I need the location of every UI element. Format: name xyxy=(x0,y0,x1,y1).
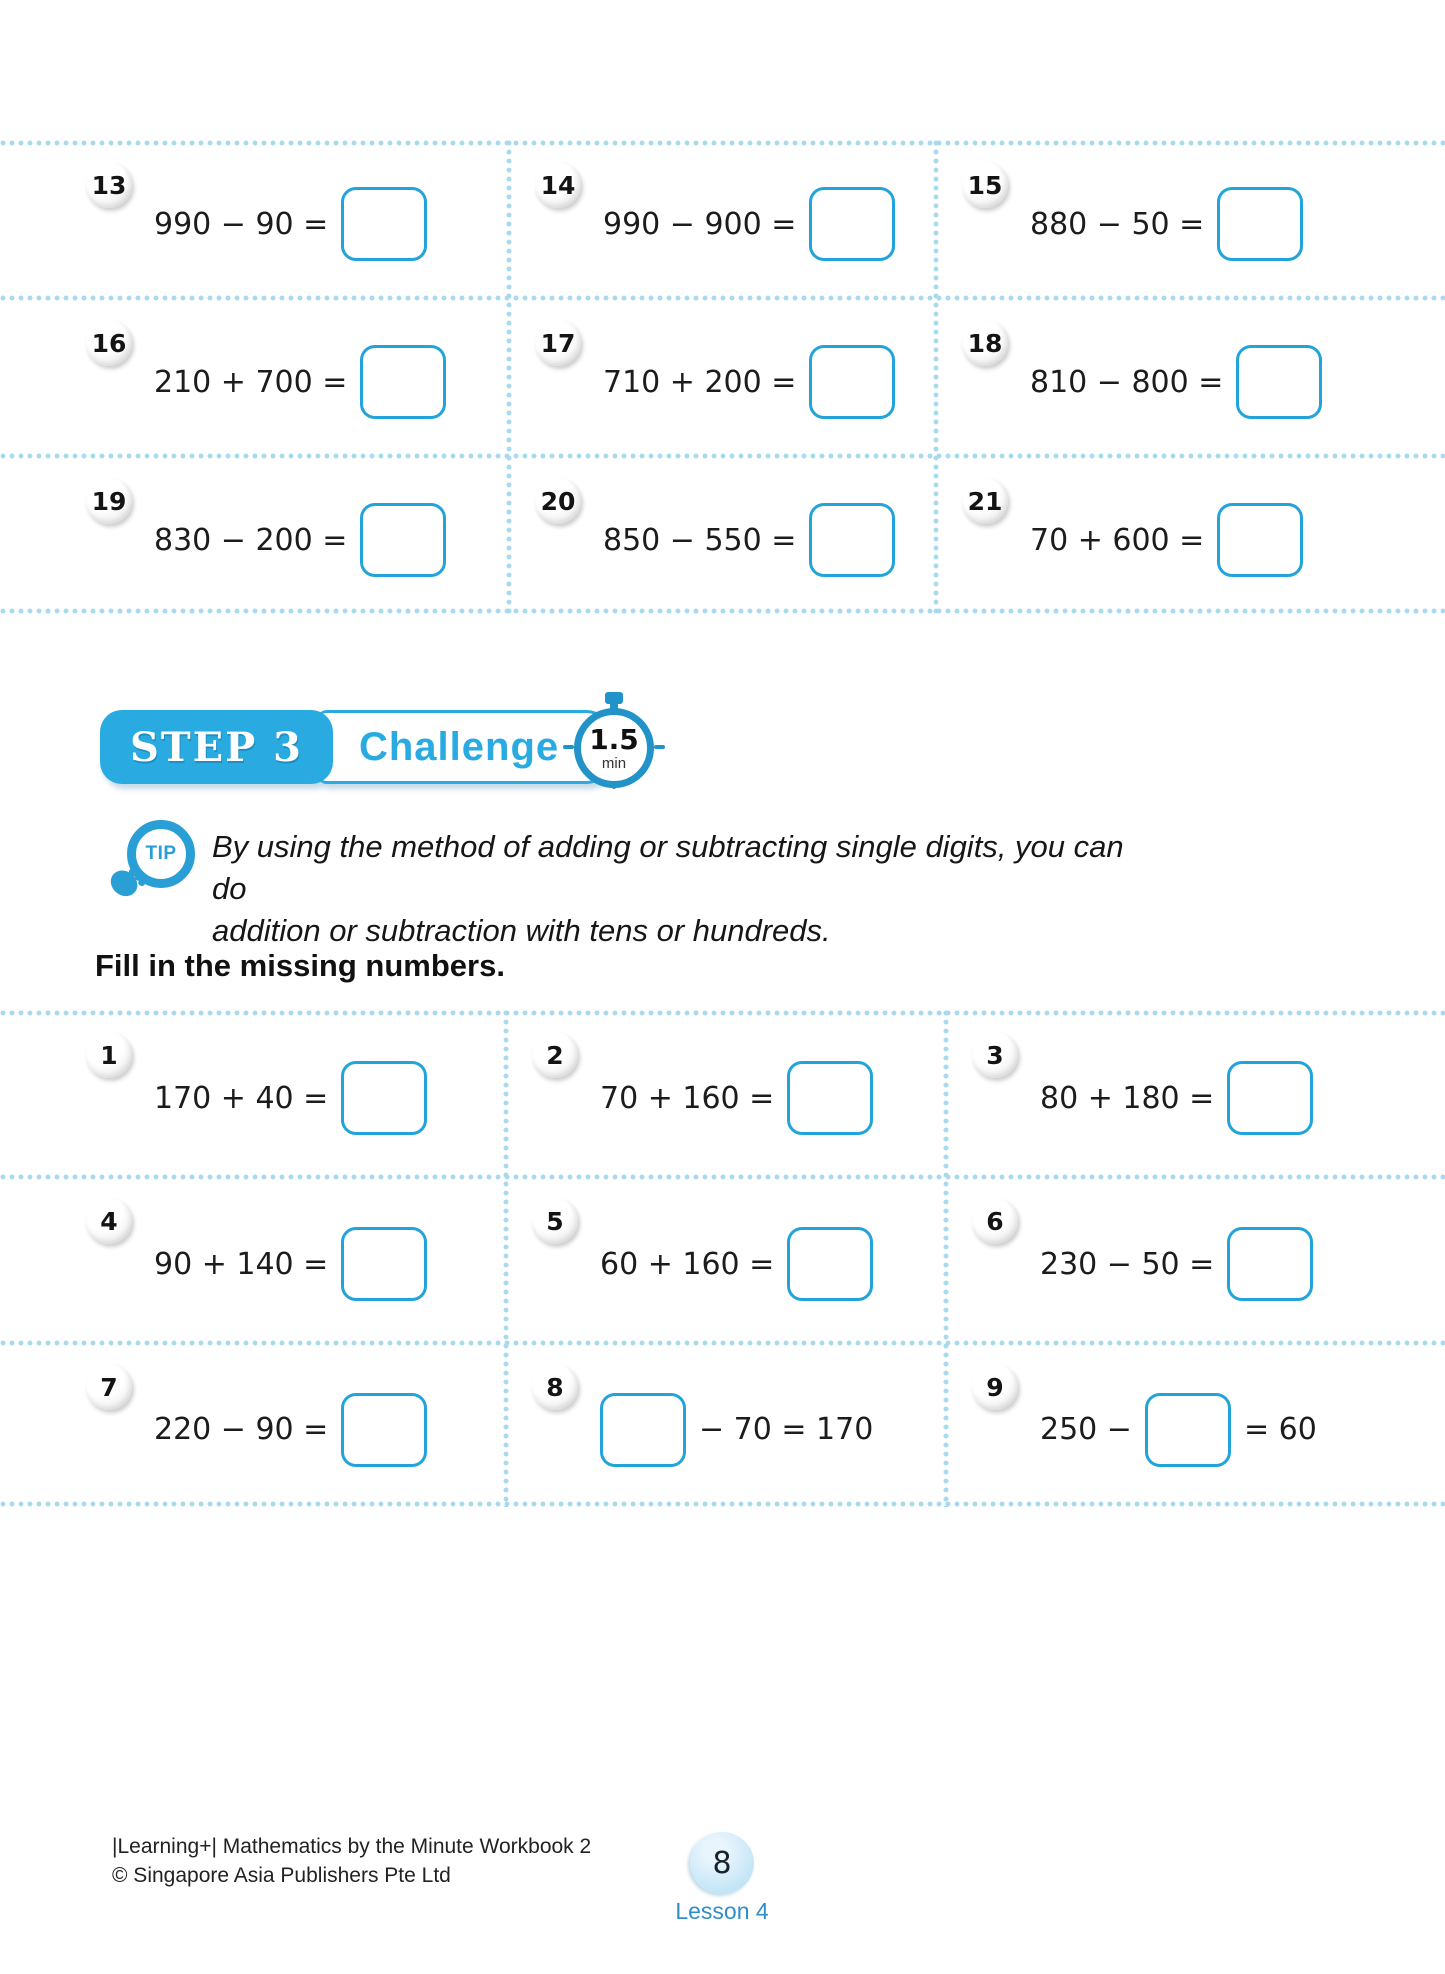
problem-cell-6 xyxy=(946,1176,1445,1342)
problem-number-badge xyxy=(972,1198,1018,1244)
problem-number-badge xyxy=(962,478,1008,524)
equation-pre-text: 170 + 40 = xyxy=(154,1080,329,1116)
problem-number: 19 xyxy=(91,486,127,516)
problem-cell-14 xyxy=(509,140,936,298)
equation xyxy=(1030,345,1322,419)
problem-number: 15 xyxy=(967,170,1003,200)
timer-stopwatch-icon xyxy=(566,692,662,804)
answer-box[interactable] xyxy=(1145,1393,1231,1467)
equation xyxy=(1040,1061,1313,1135)
tip-icon xyxy=(98,812,213,917)
problem-number-badge xyxy=(972,1032,1018,1078)
tip-badge xyxy=(127,820,195,888)
problem-cell-15 xyxy=(936,140,1445,298)
problem-number-badge xyxy=(972,1364,1018,1410)
equation-post-text: = 60 xyxy=(1243,1412,1317,1447)
equation-pre-text: 90 + 140 = xyxy=(154,1246,329,1282)
problem-number-badge xyxy=(535,320,581,366)
dotted-divider-v xyxy=(503,1010,509,1507)
problem-cell-3 xyxy=(946,1010,1445,1176)
equation xyxy=(154,187,427,261)
equation-pre-text: 70 + 600 = xyxy=(1030,522,1205,558)
problem-number: 7 xyxy=(100,1372,118,1402)
equation xyxy=(154,1227,427,1301)
answer-box[interactable] xyxy=(809,187,895,261)
problem-number-badge xyxy=(86,162,132,208)
problem-grid-top xyxy=(0,140,1445,614)
equation-pre-text: 880 − 50 = xyxy=(1030,206,1205,242)
equation xyxy=(1030,503,1303,577)
dotted-divider-h xyxy=(0,608,1445,614)
equation xyxy=(154,345,446,419)
equation xyxy=(600,1061,873,1135)
problem-cell-2 xyxy=(506,1010,946,1176)
equation-pre-text: 60 + 160 = xyxy=(600,1246,775,1282)
answer-box[interactable] xyxy=(1217,187,1303,261)
equation-pre-text: 830 − 200 = xyxy=(154,522,348,558)
footer-book-info xyxy=(112,1832,591,1891)
tip-text-line2: addition or subtraction with tens or hundreds. xyxy=(212,912,831,948)
dotted-divider-h xyxy=(0,453,1445,459)
problem-number: 2 xyxy=(546,1040,564,1070)
problem-cell-19 xyxy=(0,456,509,614)
timer-value: 1.5 xyxy=(589,722,639,756)
timer-unit: min xyxy=(601,754,627,772)
equation xyxy=(603,187,895,261)
problem-number-badge xyxy=(532,1032,578,1078)
problem-cell-5 xyxy=(506,1176,946,1342)
problem-number: 6 xyxy=(986,1206,1004,1236)
problem-number: 18 xyxy=(967,328,1003,358)
problem-number-badge xyxy=(535,478,581,524)
equation xyxy=(1040,1227,1313,1301)
equation-pre-text: 990 − 900 = xyxy=(603,206,797,242)
answer-box[interactable] xyxy=(787,1227,873,1301)
tip-text-line1: By using the method of adding or subtracting single digits, you can do xyxy=(212,829,1124,906)
answer-box[interactable] xyxy=(809,345,895,419)
equation xyxy=(1040,1393,1317,1467)
answer-box[interactable] xyxy=(341,1393,427,1467)
problem-number-badge xyxy=(532,1198,578,1244)
equation xyxy=(1030,187,1303,261)
equation xyxy=(154,503,446,577)
problem-cell-4 xyxy=(0,1176,506,1342)
problem-cell-8 xyxy=(506,1342,946,1507)
problem-grid-bottom xyxy=(0,1010,1445,1507)
stopwatch-tick xyxy=(563,745,574,749)
equation xyxy=(600,1393,873,1467)
answer-box[interactable] xyxy=(360,503,446,577)
step-label: STEP 3 xyxy=(130,723,303,771)
challenge-title: Challenge xyxy=(358,724,560,769)
equation xyxy=(600,1227,873,1301)
problem-number: 3 xyxy=(986,1040,1004,1070)
equation-pre-text: 710 + 200 = xyxy=(603,364,797,400)
problem-number-badge xyxy=(532,1364,578,1410)
problem-number-badge xyxy=(962,162,1008,208)
problem-number: 5 xyxy=(546,1206,564,1236)
problem-cell-20 xyxy=(509,456,936,614)
dotted-divider-h xyxy=(0,1010,1445,1016)
equation-post-text: − 70 = 170 xyxy=(699,1412,874,1447)
answer-box[interactable] xyxy=(341,1061,427,1135)
problem-cells xyxy=(0,1010,1445,1507)
tip-label: TIP xyxy=(145,843,177,864)
answer-box[interactable] xyxy=(341,187,427,261)
dotted-divider-h xyxy=(0,1501,1445,1507)
equation-pre-text: 230 − 50 = xyxy=(1040,1246,1215,1282)
problem-cell-17 xyxy=(509,298,936,456)
problem-cells xyxy=(0,140,1445,614)
problem-number-badge xyxy=(86,1198,132,1244)
instruction-heading: Fill in the missing numbers. xyxy=(95,948,505,983)
problem-number: 14 xyxy=(540,170,576,200)
dotted-divider-v xyxy=(506,140,512,614)
answer-box[interactable] xyxy=(341,1227,427,1301)
step-banner xyxy=(100,710,614,784)
equation-pre-text: 210 + 700 = xyxy=(154,364,348,400)
dotted-divider-h xyxy=(0,140,1445,146)
problem-number: 4 xyxy=(100,1206,118,1236)
answer-box[interactable] xyxy=(360,345,446,419)
answer-box[interactable] xyxy=(600,1393,686,1467)
problem-number: 8 xyxy=(546,1372,564,1402)
problem-cell-1 xyxy=(0,1010,506,1176)
dotted-divider-h xyxy=(0,1340,1445,1346)
problem-cell-13 xyxy=(0,140,509,298)
problem-number-badge xyxy=(86,478,132,524)
page-number: 8 xyxy=(712,1845,732,1881)
footer-book-title: |Learning+| Mathematics by the Minute Workbook 2 xyxy=(112,1835,592,1858)
problem-number: 17 xyxy=(540,328,576,358)
problem-number-badge xyxy=(86,320,132,366)
tip-text xyxy=(212,826,1132,952)
problem-number: 21 xyxy=(967,486,1003,516)
equation-pre-text: 220 − 90 = xyxy=(154,1412,329,1447)
problem-cell-18 xyxy=(936,298,1445,456)
dotted-divider-h xyxy=(0,295,1445,301)
problem-number: 16 xyxy=(91,328,127,358)
equation-pre-text: 70 + 160 = xyxy=(600,1080,775,1116)
answer-box[interactable] xyxy=(1227,1061,1313,1135)
problem-cell-16 xyxy=(0,298,509,456)
problem-number-badge xyxy=(86,1032,132,1078)
page-number-badge xyxy=(690,1832,754,1894)
equation xyxy=(603,345,895,419)
equation-pre-text: 810 − 800 = xyxy=(1030,364,1224,400)
problem-number-badge xyxy=(535,162,581,208)
dotted-divider-h xyxy=(0,1174,1445,1180)
answer-box[interactable] xyxy=(1227,1227,1313,1301)
problem-number-badge xyxy=(962,320,1008,366)
lesson-label: Lesson 4 xyxy=(675,1898,769,1924)
equation-pre-text: 850 − 550 = xyxy=(603,522,797,558)
equation xyxy=(154,1061,427,1135)
equation-pre-text: 990 − 90 = xyxy=(154,206,329,242)
equation xyxy=(154,1393,427,1467)
answer-box[interactable] xyxy=(809,503,895,577)
problem-number-badge xyxy=(86,1364,132,1410)
answer-box[interactable] xyxy=(1236,345,1322,419)
equation xyxy=(603,503,895,577)
dotted-divider-v xyxy=(943,1010,949,1507)
dotted-divider-v xyxy=(933,140,939,614)
stopwatch-face xyxy=(574,708,654,788)
problem-cell-21 xyxy=(936,456,1445,614)
step-label-pill xyxy=(100,710,333,784)
answer-box[interactable] xyxy=(787,1061,873,1135)
problem-cell-7 xyxy=(0,1342,506,1507)
problem-number: 9 xyxy=(986,1372,1004,1402)
problem-number: 1 xyxy=(100,1040,118,1070)
problem-cell-9 xyxy=(946,1342,1445,1507)
equation-pre-text: 80 + 180 = xyxy=(1040,1080,1215,1116)
problem-number: 20 xyxy=(540,486,576,516)
footer-copyright: © Singapore Asia Publishers Pte Ltd xyxy=(112,1864,451,1888)
equation-pre-text: 250 − xyxy=(1040,1412,1132,1447)
answer-box[interactable] xyxy=(1217,503,1303,577)
problem-number: 13 xyxy=(91,170,127,200)
stopwatch-tick xyxy=(654,745,665,749)
